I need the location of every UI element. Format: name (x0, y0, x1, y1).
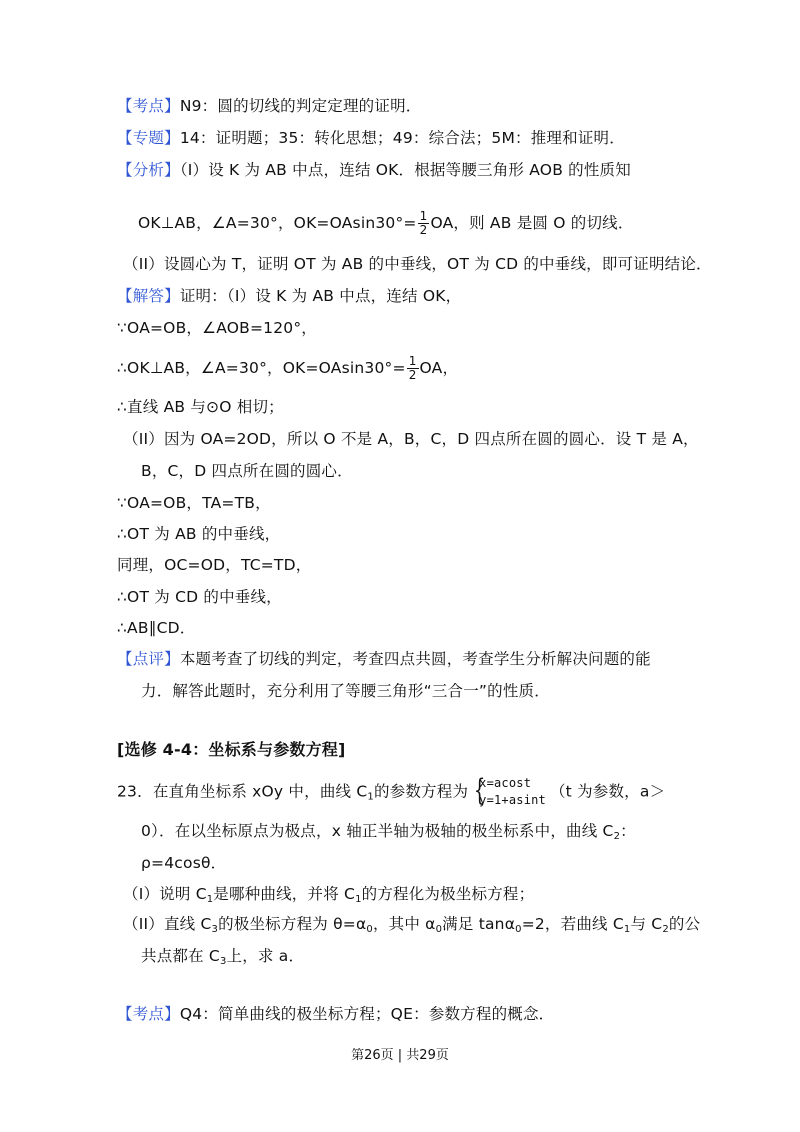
left-brace-icon: { (474, 773, 486, 808)
jieda-line-9 (117, 554, 311, 576)
subscript: 1 (367, 791, 374, 803)
fraction-numerator: 1 (419, 209, 428, 223)
jieda-line-7 (117, 492, 271, 514)
jieda-line-2 (117, 317, 317, 339)
dianping-tag: 【点评】 (117, 650, 180, 668)
fenxi-text-2a: OK⊥AB，∠A=30°，OK=OAsin30°= (138, 214, 417, 232)
zhuanti-tag: 【专题】 (117, 129, 180, 147)
jieda-line-6 (141, 460, 353, 482)
fenxi-text-2b: OA，则 AB 是圆 O 的切线． (430, 214, 634, 232)
subscript: 3 (219, 956, 227, 967)
fenxi-line-1 (117, 159, 631, 181)
section-title: [选修 4-4：坐标系与参数方程] (117, 740, 346, 759)
jieda-text-5: （II）因为 OA=2OD，所以 O 不是 A，B，C，D 四点所在圆的圆心．设 T 是 A， (123, 430, 699, 448)
q23-part1-text-b: 是哪种曲线，并将 C (213, 885, 356, 903)
jieda-line-4 (117, 396, 284, 418)
kaodian2-text: Q4：简单曲线的极坐标方程；QE：参数方程的概念． (179, 1005, 555, 1023)
jieda-text-10: ∴OT 为 CD 的中垂线， (117, 588, 282, 606)
subscript: 0 (515, 924, 522, 935)
fenxi-line-3 (123, 253, 712, 275)
subscript: 3 (211, 924, 219, 935)
q23-part1-text-a: （I）说明 C (123, 885, 207, 903)
q23-line-3 (141, 852, 226, 874)
q23-part2-text-d: 满足 tanα (442, 915, 516, 933)
q23-part2b-text-b: 上，求 a． (226, 947, 305, 965)
kaodian-text: N9：圆的切线的判定定理的证明． (179, 97, 422, 115)
dianping-text-1: 本题考查了切线的判定，考查四点共圆，考查学生分析解决问题的能 (179, 650, 651, 668)
equation-x: x=acost (479, 776, 532, 790)
zhuanti-text: 14：证明题；35：转化思想；49：综合法；5M：推理和证明． (179, 129, 625, 147)
jieda-line-3 (117, 355, 458, 382)
jieda-line-8 (117, 523, 280, 545)
fenxi-text-3: （II）设圆心为 T，证明 OT 为 AB 的中垂线，OT 为 CD 的中垂线，即可证明结论． (123, 255, 712, 273)
q23-part1-text-c: 的方程化为极坐标方程； (361, 885, 535, 903)
jieda-text-4: ∴直线 AB 与⊙O 相切； (117, 398, 284, 416)
dianping-line-2 (141, 680, 550, 702)
fraction-one-half (418, 210, 430, 237)
q23-text-1a: 23．在直角坐标系 xOy 中，曲线 C (117, 782, 368, 801)
q23-part2-text-g: 的公 (668, 915, 701, 933)
subscript: 2 (662, 924, 669, 935)
q23-text-2a: 0）．在以坐标原点为极点，x 轴正半轴为极轴的极坐标系中，曲线 C (141, 822, 614, 840)
subscript: 0 (366, 924, 373, 935)
fraction-numerator: 1 (408, 354, 417, 368)
q23-part-2-cont (141, 945, 304, 973)
q23-part-2 (123, 913, 700, 941)
jieda-tag: 【解答】 (117, 287, 180, 305)
kaodian-tag: 【考点】 (117, 97, 180, 115)
equation-y: y=1+asint (479, 793, 546, 807)
fraction-one-half (407, 355, 419, 382)
q23-line-2 (141, 820, 636, 848)
q23-text-1c: （t 为参数，a＞ (549, 782, 666, 801)
kaodian-line (117, 95, 421, 117)
kaodian2-line (117, 1003, 554, 1025)
dianping-text-2: 力．解答此题时，充分利用了等腰三角形“三合一”的性质． (141, 682, 550, 700)
subscript: 1 (355, 894, 362, 905)
page-footer: 第26页 | 共29页 (351, 1048, 449, 1063)
q23-part2b-text-a: 共点都在 C (141, 947, 220, 965)
q23-part2-text-e: =2，若曲线 C (521, 915, 624, 933)
jieda-text-2: ∵OA=OB，∠AOB=120°， (117, 319, 317, 337)
dianping-line-1 (117, 648, 651, 670)
fenxi-text-1: （I）设 K 为 AB 中点，连结 OK．根据等腰三角形 AOB 的性质知 (179, 161, 631, 179)
q23-part2-text-b: 的极坐标方程为 θ=α (218, 915, 367, 933)
jieda-text-7: ∵OA=OB，TA=TB， (117, 494, 271, 512)
jieda-line-5 (123, 428, 699, 450)
q23-part2-text-a: （II）直线 C (123, 915, 212, 933)
jieda-text-1: 证明：（I）设 K 为 AB 中点，连结 OK， (179, 287, 462, 305)
zhuanti-line (117, 127, 625, 149)
q23-text-2b: ： (620, 822, 636, 840)
subscript: 1 (206, 894, 214, 905)
q23-text-1b: 的参数方程为 (373, 782, 469, 801)
fraction-denominator: 2 (408, 368, 417, 382)
subscript: 1 (623, 924, 631, 935)
kaodian2-tag: 【考点】 (117, 1005, 180, 1023)
parametric-equation-system (470, 775, 546, 809)
q23-part2-text-c: ，其中 α (372, 915, 436, 933)
q23-part-1 (123, 883, 534, 911)
jieda-text-11: ∴AB∥CD． (117, 619, 196, 637)
jieda-text-3b: OA， (419, 359, 459, 377)
subscript: 0 (435, 924, 443, 935)
q23-part2-text-f: 与 C (630, 915, 663, 933)
q23-text-3: ρ=4cosθ． (141, 854, 227, 872)
jieda-line-1 (117, 285, 461, 307)
jieda-text-3a: ∴OK⊥AB，∠A=30°，OK=OAsin30°= (117, 359, 406, 377)
jieda-text-8: ∴OT 为 AB 的中垂线， (117, 525, 281, 543)
fenxi-line-2 (138, 210, 634, 237)
subscript: 2 (613, 831, 621, 842)
fenxi-tag: 【分析】 (117, 161, 180, 179)
jieda-line-11 (117, 617, 196, 639)
fraction-denominator: 2 (419, 223, 428, 237)
jieda-line-10 (117, 586, 282, 608)
jieda-text-9: 同理，OC=OD，TC=TD， (117, 556, 312, 574)
q23-line-1 (117, 775, 665, 809)
jieda-text-6: B，C，D 四点所在圆的圆心． (141, 462, 353, 480)
